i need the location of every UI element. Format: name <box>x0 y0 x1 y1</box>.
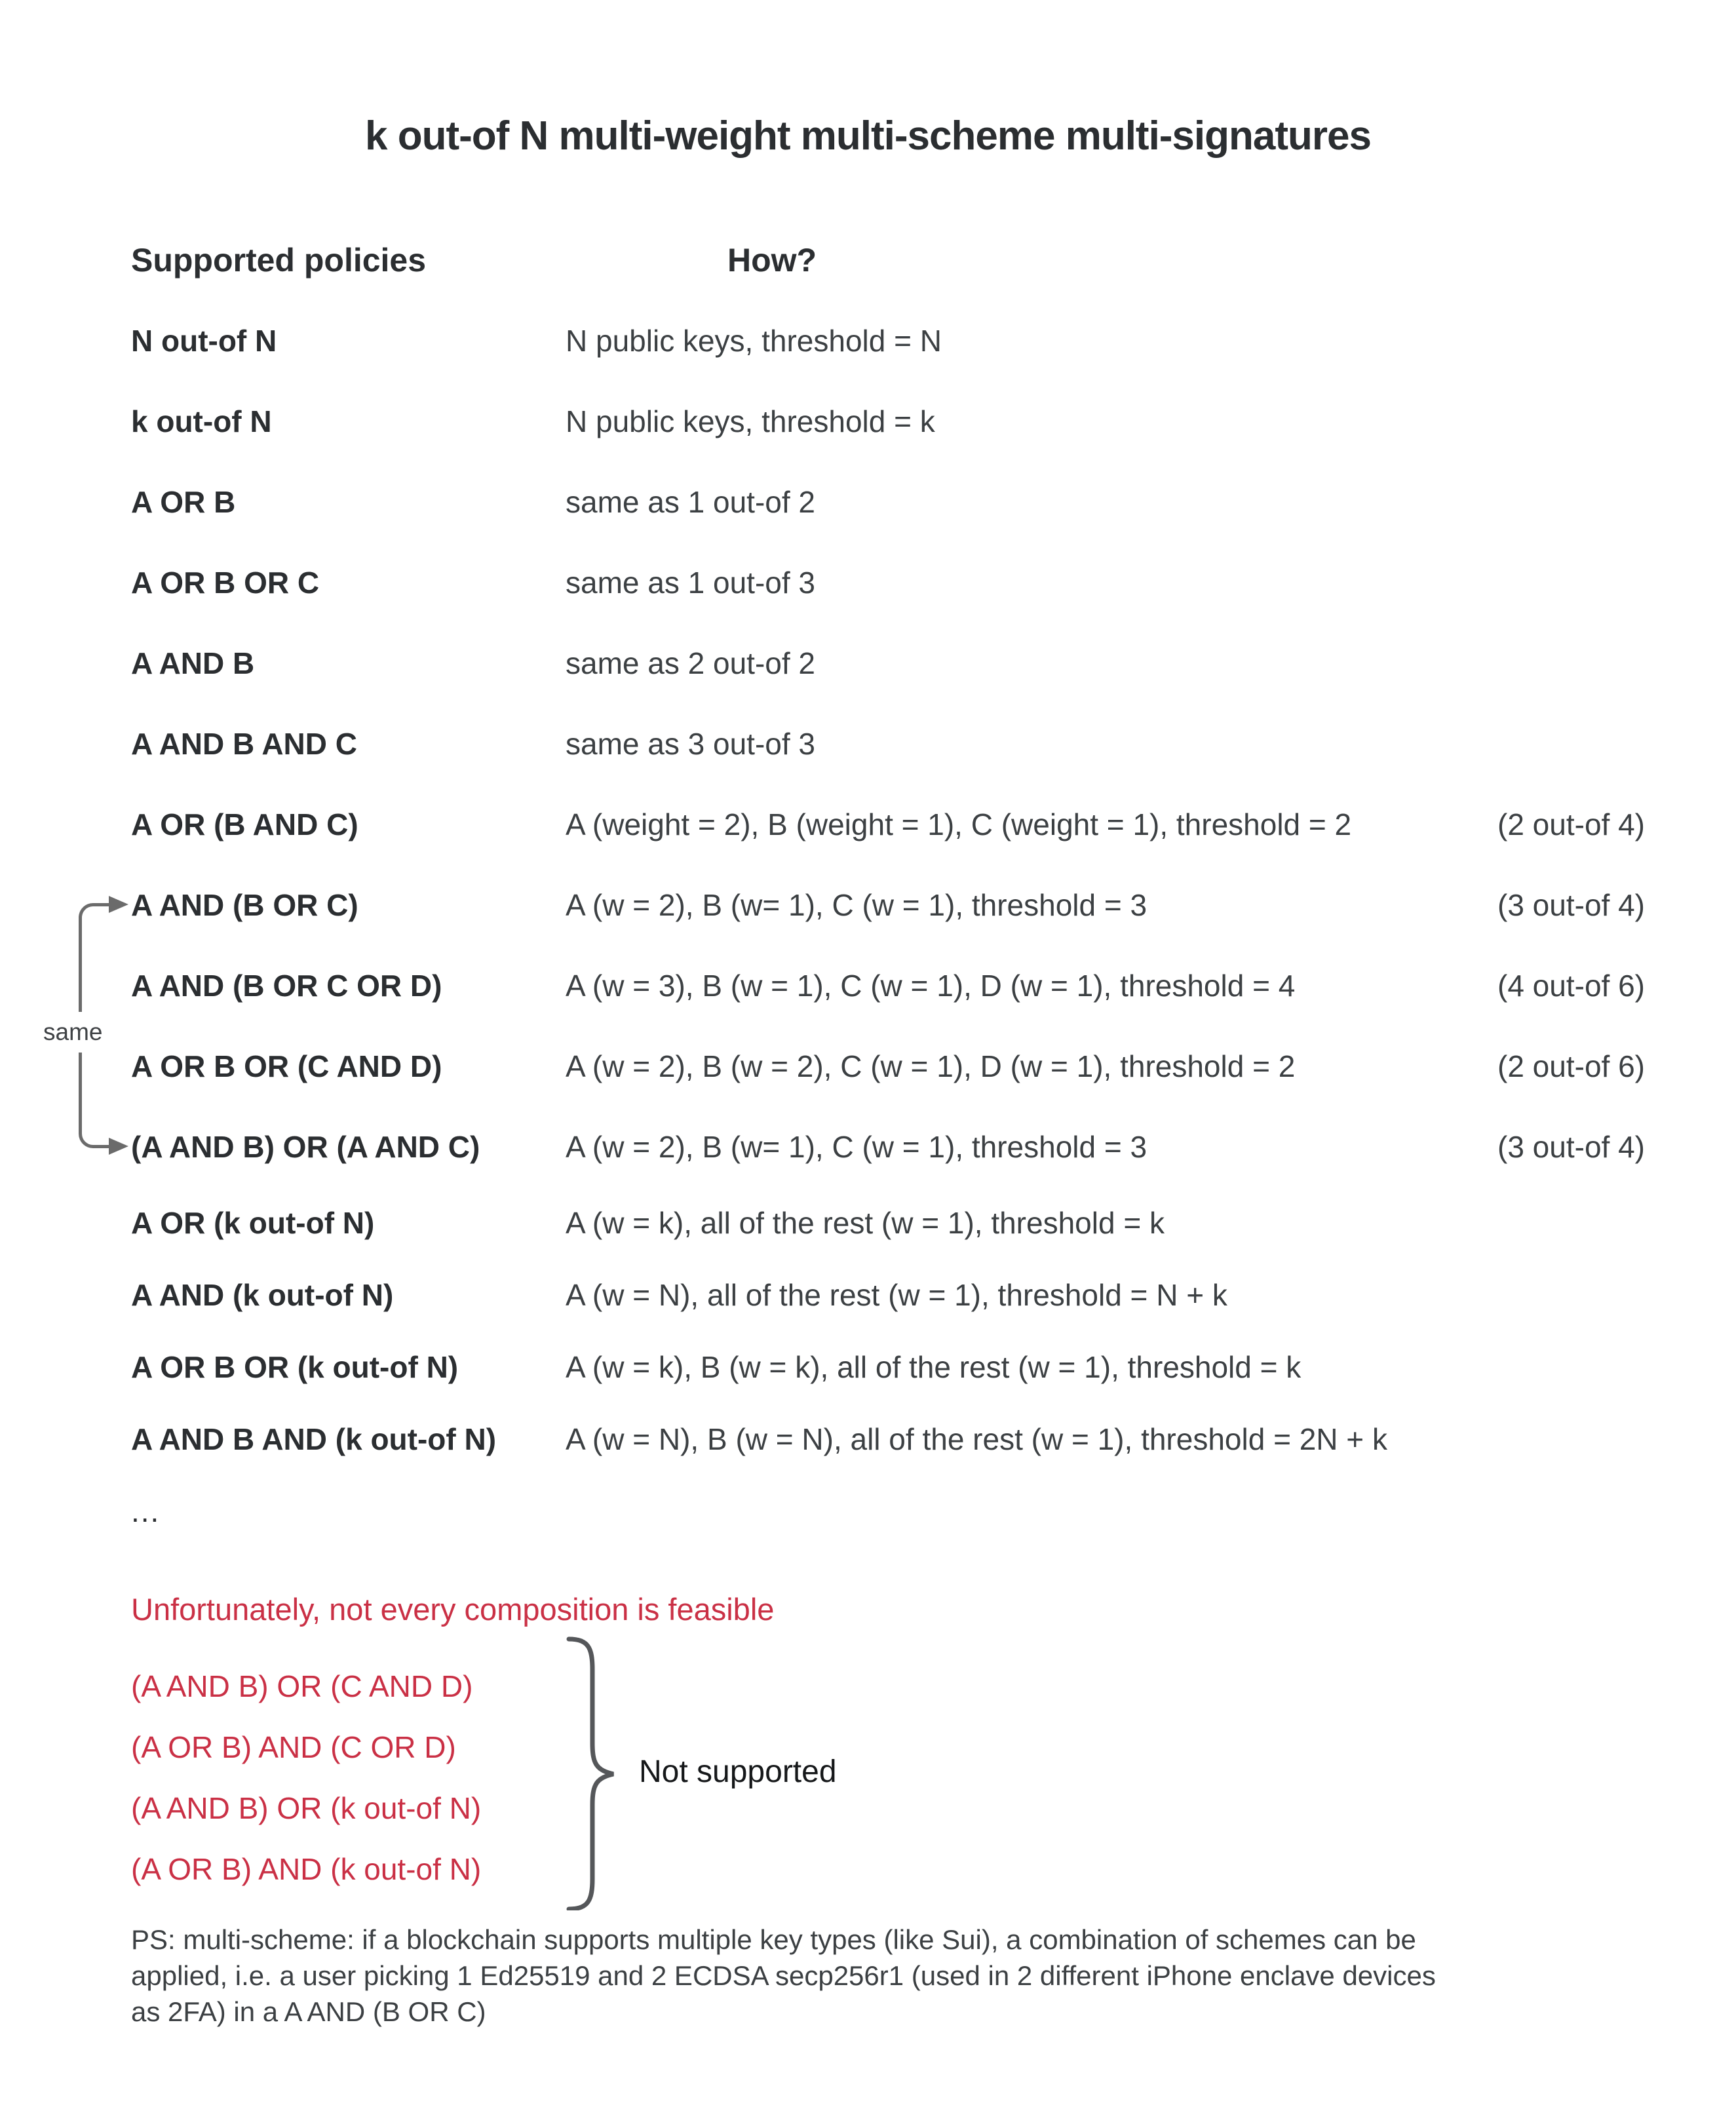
table-row <box>131 623 1681 703</box>
table-row <box>131 1259 1681 1331</box>
ps-line: applied, i.e. a user picking 1 Ed25519 and 2 ECDSA secp256r1 (used in 2 different iPhone enclave devices <box>131 1960 1436 1991</box>
outof-cell: (4 out-of 6) <box>1497 968 1645 1003</box>
ps-line: PS: multi-scheme: if a blockchain supports multiple key types (like Sui), a combination of schemes can be <box>131 1924 1416 1955</box>
same-label: same <box>42 1012 110 1053</box>
table-row <box>131 1475 1681 1547</box>
how-cell: same as 1 out-of 2 <box>566 484 815 519</box>
curly-brace-icon <box>550 1635 629 1910</box>
how-cell: A (w = N), all of the rest (w = 1), threshold = N + k <box>566 1278 1227 1312</box>
outof-cell: (2 out-of 4) <box>1497 807 1645 841</box>
how-cell: A (weight = 2), B (weight = 1), C (weight = 1), threshold = 2 <box>566 807 1352 841</box>
table-row <box>131 300 1681 381</box>
how-cell: same as 1 out-of 3 <box>566 565 815 600</box>
infeasible-item: (A AND B) OR (C AND D) <box>131 1669 473 1703</box>
table-row <box>131 1106 1681 1187</box>
policy-rows <box>131 300 1681 1547</box>
policy-cell: k out-of N <box>131 404 272 438</box>
infeasible-item: (A OR B) AND (k out-of N) <box>131 1851 482 1886</box>
policy-cell: N out-of N <box>131 323 277 358</box>
how-cell: A (w = 2), B (w= 1), C (w = 1), threshold = 3 <box>566 1129 1148 1164</box>
policy-cell: A AND B AND C <box>131 726 357 761</box>
table-row <box>131 1403 1681 1475</box>
how-cell: A (w = 3), B (w = 1), C (w = 1), D (w = 1), threshold = 4 <box>566 968 1296 1003</box>
how-cell: A (w = N), B (w = N), all of the rest (w = 1), threshold = 2N + k <box>566 1422 1387 1456</box>
table-row <box>131 1187 1681 1259</box>
how-cell: A (w = k), B (w = k), all of the rest (w = 1), threshold = k <box>566 1350 1302 1384</box>
infeasible-item: (A OR B) AND (C OR D) <box>131 1730 456 1764</box>
table-row <box>131 864 1681 945</box>
policy-cell: A OR B OR (C AND D) <box>131 1049 442 1083</box>
table-row <box>131 461 1681 542</box>
table-row <box>131 945 1681 1026</box>
policy-cell: A AND (B OR C) <box>131 887 358 922</box>
infeasible-items <box>131 1655 481 1899</box>
table-row <box>131 1026 1681 1106</box>
how-cell: A (w = 2), B (w = 2), C (w = 1), D (w = 1), threshold = 2 <box>566 1049 1296 1083</box>
how-cell: N public keys, threshold = N <box>566 323 942 358</box>
ps-note <box>131 1922 1436 2030</box>
policy-cell: A AND B <box>131 646 255 680</box>
table-row <box>131 381 1681 461</box>
infeasible-heading: Unfortunately, not every composition is feasible <box>131 1592 775 1627</box>
outof-cell: (3 out-of 4) <box>1497 1129 1645 1164</box>
arrow-right-icon <box>109 896 128 913</box>
how-cell: N public keys, threshold = k <box>566 404 935 438</box>
outof-cell: (2 out-of 6) <box>1497 1049 1645 1083</box>
policy-cell: A OR B <box>131 484 236 519</box>
policy-cell: A AND (k out-of N) <box>131 1278 394 1312</box>
how-cell: A (w = k), all of the rest (w = 1), threshold = k <box>566 1206 1165 1240</box>
policy-cell: A OR (k out-of N) <box>131 1206 375 1240</box>
policy-cell: A AND (B OR C OR D) <box>131 968 442 1003</box>
table-row <box>131 784 1681 864</box>
column-header-how: How? <box>727 242 817 279</box>
policy-cell: A AND B AND (k out-of N) <box>131 1422 497 1456</box>
policy-cell: A OR B OR C <box>131 565 320 600</box>
policy-cell: (A AND B) OR (A AND C) <box>131 1129 480 1164</box>
how-cell: A (w = 2), B (w= 1), C (w = 1), threshold = 3 <box>566 887 1148 922</box>
not-supported-label: Not supported <box>639 1754 837 1789</box>
table-row <box>131 542 1681 623</box>
infeasible-item: (A AND B) OR (k out-of N) <box>131 1790 482 1825</box>
how-cell: same as 2 out-of 2 <box>566 646 815 680</box>
table-row <box>131 1331 1681 1403</box>
policy-cell: ... <box>131 1494 161 1528</box>
policy-cell: A OR B OR (k out-of N) <box>131 1350 459 1384</box>
ps-line: as 2FA) in a A AND (B OR C) <box>131 1996 486 2027</box>
arrow-right-icon <box>109 1138 128 1155</box>
how-cell: same as 3 out-of 3 <box>566 726 815 761</box>
outof-cell: (3 out-of 4) <box>1497 887 1645 922</box>
policy-cell: A OR (B AND C) <box>131 807 358 841</box>
table-row <box>131 703 1681 784</box>
column-header-supported-policies: Supported policies <box>131 242 427 279</box>
page-title: k out-of N multi-weight multi-scheme multi-signatures <box>365 113 1371 159</box>
